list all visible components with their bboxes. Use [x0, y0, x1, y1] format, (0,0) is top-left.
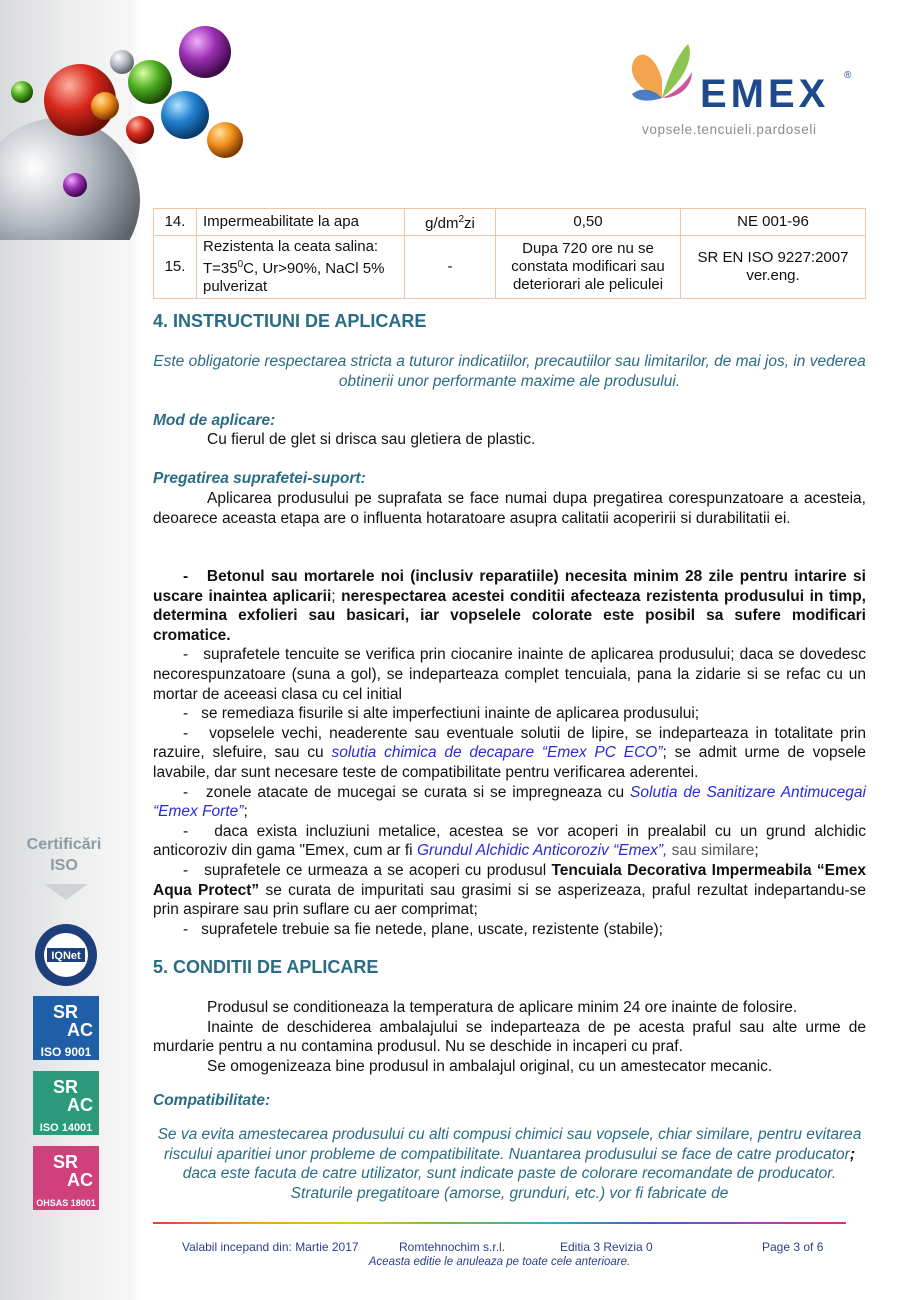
iqnet-label: IQNet — [51, 950, 81, 962]
sphere-orange — [207, 122, 243, 158]
sphere-purple-small — [63, 173, 87, 197]
row-parameter — [197, 236, 405, 299]
srac-iso9001-badge — [33, 996, 99, 1060]
footer-edition: Editia 3 Revizia 0 — [560, 1240, 653, 1254]
srac-iso14001-label: ISO 14001 — [39, 1122, 93, 1134]
srac-iso14001-badge — [33, 1071, 99, 1135]
s5-p1: Produsul se conditioneaza la temperatura de aplicare minim 24 ore inainte de folosire. — [207, 999, 798, 1016]
sphere-silver-small — [110, 50, 134, 74]
bullet-3: - se remediaza fisurile si alte imperfectiuni inainte de aplicarea produsului; — [183, 705, 700, 723]
section5 — [153, 958, 866, 978]
row-method: SR EN ISO 9227:2007 ver.eng. — [681, 236, 866, 299]
footer-page: Page 3 of 6 — [762, 1240, 824, 1254]
cert-title-line2: ISO — [50, 857, 78, 874]
properties-table — [153, 208, 866, 299]
butterfly-icon — [622, 36, 702, 116]
footer-rule — [153, 1222, 846, 1224]
srac-top: SR — [53, 1152, 79, 1172]
unit-exponent: 2 — [458, 214, 465, 225]
grund-link[interactable]: Grundul Alchidic Anticoroziv “Emex”, — [416, 842, 668, 860]
logo-tagline: vopsele.tencuieli.pardoseli — [642, 122, 817, 137]
srac-mid: AC — [67, 1095, 93, 1115]
srac-ohsas-label: OHSAS 18001 — [36, 1198, 96, 1208]
row-number: 14. — [154, 209, 197, 236]
cert-title-line1: Certificări — [26, 836, 102, 853]
table-row — [154, 236, 866, 299]
mod-title: Mod de aplicare: — [153, 412, 276, 429]
bullet-8: - suprafetele trebuie sa fie netede, plane, uscate, rezistente (stabile); — [183, 920, 663, 938]
sphere-green — [128, 60, 172, 104]
section5-body — [153, 998, 866, 1076]
prep-text: Aplicarea produsului pe suprafata se face numai dupa pregatirea corespunzatoare a acesteia, deoarece aceasta etapa are o influenta hotaratoare asupra calitatii acoperirii si durabilitatii ei. — [153, 490, 866, 527]
iqnet-badge — [33, 922, 99, 988]
s5-p2: Inainte de deschiderea ambalajului se indeparteaza de pe acesta praful sau alte urme de murdarie pentru a nu contamina produsul. Nu se deschide in incaperi cu praf. — [153, 1018, 866, 1056]
decorative-spheres — [0, 0, 260, 240]
logo-word: EMEX — [700, 72, 830, 116]
unit-base: g/dm — [425, 215, 459, 232]
footer-note: Aceasta editie le anuleaza pe toate cele anterioare. — [368, 1256, 631, 1268]
sphere-purple — [179, 26, 231, 78]
compat-title: Compatibilitate: — [153, 1092, 271, 1109]
row-value: 0,50 — [496, 209, 681, 236]
row-number: 15. — [154, 236, 197, 299]
bullet-2: - suprafetele tencuite se verifica prin ciocanire inainte de aplicarea produsului; daca se dovedesc necorespunzatoare (suna a gol), se indeparteaza complet tencuiala, pana la zidarie si se refac cu un mortar de aceeasi clasa cu cel initial — [153, 646, 866, 703]
srac-mid: AC — [67, 1170, 93, 1190]
row-method: NE 001-96 — [681, 209, 866, 236]
logo-registered: ® — [844, 70, 852, 81]
param-line: $T=35^0C$, Ur>90%, NaCl 5% — [203, 259, 385, 277]
bullet-5: - zonele atacate de mucegai se curata si se impregneaza cu Solutia de Sanitizare Antimucegai “Emex Forte”; — [153, 783, 866, 821]
srac-mid: AC — [67, 1020, 93, 1040]
table-row — [154, 209, 866, 236]
prep-bullets — [153, 567, 866, 939]
row-parameter: Impermeabilitate la apa — [197, 209, 405, 236]
section4-intro: Este obligatorie respectarea stricta a tuturor indicatiilor, precautiilor sau limitarilor, de mai jos, in vederea obtinerii unor performante maxime ale produsului. — [153, 353, 866, 390]
row-unit — [405, 209, 496, 236]
row-value: Dupa 720 ore nu se constata modificari sau deteriorari ale peliculei — [496, 236, 681, 299]
srac-top: SR — [53, 1077, 79, 1097]
sphere-red-small — [126, 116, 154, 144]
row-unit: - — [405, 236, 496, 299]
section5-title: 5. CONDITII DE APLICARE — [153, 957, 379, 977]
srac-iso9001-label: ISO 9001 — [40, 1045, 92, 1059]
s5-p3: Se omogenizeaza bine produsul in ambalajul original, cu un amestecator mecanic. — [207, 1057, 773, 1075]
prep-title: Pregatirea suprafetei-suport: — [153, 470, 366, 487]
bullet-4: - vopselele vechi, neaderente sau eventuale solutii de lipire, se indeparteaza in totalitate prin razuire, slefuire, sau cu solutia chimica de decapare “Emex PC ECO”; se admit urme de vopsele lavabile, dar sunt necesare teste de compatibilitate pentru verificarea aderentei. — [153, 724, 866, 781]
section4 — [153, 312, 866, 332]
param-line: Rezistenta la ceata salina: — [203, 238, 379, 255]
sphere-blue — [161, 91, 209, 139]
sphere-yellow — [91, 92, 119, 120]
bullet-6: - daca exista incluziuni metalice, acestea se vor acoperi in prealabil cu un grund alchidic anticoroziv din gama "Emex, cum ar fi Grundul Alchidic Anticoroziv “Emex”, sau similare; — [153, 822, 866, 860]
footer-company: Romtehnochim s.r.l. — [399, 1240, 506, 1254]
decapare-link[interactable]: solutia chimica de decapare “Emex PC ECO” — [331, 744, 663, 762]
footer-valid: Valabil incepand din: Martie 2017 — [182, 1240, 359, 1254]
srac-top: SR — [53, 1002, 79, 1022]
param-line: pulverizat — [203, 278, 268, 295]
srac-ohsas-badge — [33, 1146, 99, 1210]
bullet-7: - suprafetele ce urmeaza a se acoperi cu produsul Tencuiala Decorativa Impermeabila “Emex Aqua Protect” se curata de impuritati sau grasimi si se asperizeaza, praful rezultat indepartandu-se prin aspirare sau prin suflare cu aer comprimat; — [153, 861, 866, 919]
cert-arrow — [44, 884, 88, 900]
sanitizare-link[interactable]: Solutia de Sanitizare Antimucegai “Emex Forte” — [153, 783, 866, 821]
section4-title: 4. INSTRUCTIUNI DE APLICARE — [153, 311, 427, 331]
emex-logo — [622, 36, 862, 146]
mod-text: Cu fierul de glet si drisca sau gletiera de plastic. — [207, 431, 536, 448]
unit-suffix: zi — [464, 215, 475, 232]
sphere-green-small — [11, 81, 33, 103]
cert-title — [14, 834, 114, 876]
bullet-1: - Betonul sau mortarele noi (inclusiv reparatiile) necesita minim 28 zile pentru intarire si uscare inaintea aplicarii; nerespectarea acestei conditii afecteaza rezistenta produsului in timp, determina exfolieri sau basicari, iar vopselele colorate este posibil sa sufere modificari cromatice. — [153, 568, 866, 644]
compat-text: Se va evita amestecarea produsului cu alti compusi chimici sau vopsele, chiar similare, pentru evitarea riscului aparitiei unor probleme de compatibilitate. Nuantarea produsului se face de catre producator; daca este facuta de catre utilizator, sunt indicate paste de colorare recomandate de producator. Straturile pregatitoare (amorse, grunduri, etc.) vor fi fabricate de — [157, 1126, 862, 1202]
